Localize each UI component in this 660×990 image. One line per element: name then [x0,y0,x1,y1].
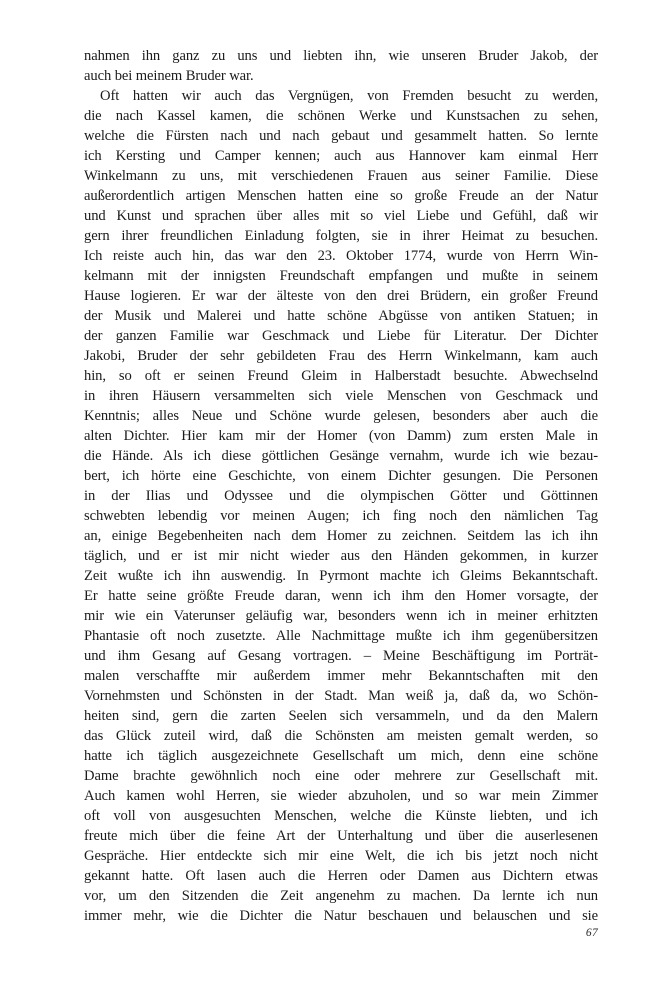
text-line: Oft hatten wir auch das Vergnügen, von Fremden besucht zu werden, [100,88,598,104]
text-line: Hause logieren. Er war der älteste von den drei Brüdern, ein großer Freund [84,288,598,304]
text-line: Ich reiste auch hin, das war den 23. Oktober 1774, wurde von Herrn Win- [84,248,598,264]
text-line: freute mich über die feine Art der Unterhaltung und über die auserlesenen [84,828,598,844]
text-line: gekannt hatte. Oft lasen auch die Herren oder Damen aus Dichtern etwas [84,868,598,884]
text-line: Auch kamen wohl Herren, sie wieder abzuholen, und so war mein Zimmer [84,788,598,804]
text-line: in ihren Häusern versammelten sich viele Menschen von Geschmack und [84,388,598,404]
text-line: welche die Fürsten nach und nach gebaut und gesammelt hatten. So lernte [84,128,598,144]
text-line: auch bei meinem Bruder war. [84,68,254,84]
text-line: außerordentlich artigen Menschen hatten eine so große Freude an der Natur [84,188,598,204]
text-line: die Hände. Als ich diese göttlichen Gesänge vernahm, wurde ich wie bezau- [84,448,598,464]
text-line: Kenntnis; alles Neue und Schöne wurde gelesen, besonders aber auch die [84,408,598,424]
text-line: gern ihrer freundlichen Einladung folgten, sie in ihrer Heimat zu besuchen. [84,228,598,244]
text-line: die nach Kassel kamen, die schönen Werke und Kunstsachen zu sehen, [84,108,598,124]
page-number: 67 [585,927,598,939]
text-line: alten Dichter. Hier kam mir der Homer (von Damm) zum ersten Male in [84,428,598,444]
text-line: das Glück zuteil wird, daß die Schönsten am meisten gemalt werden, so [84,728,598,744]
text-line: hin, so oft er seinen Freund Gleim in Halberstadt besuchte. Abwechselnd [84,368,598,384]
text-line: der ganzen Familie war Geschmack und Liebe für Literatur. Der Dichter [84,328,598,344]
text-line: mir wie ein Vaterunser geläufig war, besonders wenn ich in meiner erhitzten [84,608,598,624]
text-line: der Musik und Malerei und hatte schöne Abgüsse von antiken Statuen; in [84,308,598,324]
text-line: kelmann mit der innigsten Freundschaft empfangen und mußte in seinem [84,268,598,284]
text-line: Zeit wußte ich ihn auswendig. In Pyrmont machte ich Gleims Bekanntschaft. [84,568,598,584]
text-line: und Kunst und sprachen über alles mit so viel Liebe und Gefühl, daß wir [84,208,598,224]
text-line: an, einige Begebenheiten nach dem Homer zu zeichnen. Seitdem las ich ihn [84,528,598,544]
text-line: heiten sind, gern die zarten Seelen sich versammeln, und da den Malern [84,708,598,724]
text-line: täglich, und er ist mir nicht wieder aus den Händen gekommen, in kurzer [84,548,598,564]
text-line: ich Kersting und Camper kennen; auch aus Hannover kam einmal Herr [84,148,598,164]
text-line: in der Ilias und Odyssee und die olympischen Götter und Göttinnen [84,488,598,504]
text-line: oft voll von ausgesuchten Menschen, welche die Künste liebten, und ich [84,808,598,824]
text-line: hatte ich täglich ausgezeichnete Gesellschaft um mich, denn eine schöne [84,748,598,764]
text-line: Winkelmann zu uns, mit verschiedenen Frauen aus seiner Familie. Diese [84,168,598,184]
text-line: schwebten lebendig vor meinen Augen; ich fing noch den nämlichen Tag [84,508,598,524]
text-line: nahmen ihn ganz zu uns und liebten ihn, wie unseren Bruder Jakob, der [84,48,598,64]
text-line: Jakobi, Bruder der sehr gebildeten Frau des Herrn Winkelmann, kam auch [84,348,598,364]
text-line: Phantasie oft noch zusetzte. Alle Nachmittage mußte ich ihm gegenübersitzen [84,628,598,644]
text-line: immer mehr, wie die Dichter die Natur beschauen und belauschen und sie [84,908,598,924]
body-text [84,46,598,926]
text-line: malen verschaffte mir außerdem immer mehr Bekanntschaften mit den [84,668,598,684]
text-line: und ihm Gesang auf Gesang vortragen. – Meine Beschäftigung im Porträt- [84,648,598,664]
text-line: Dame brachte gewöhnlich noch eine oder mehrere zur Gesellschaft mit. [84,768,598,784]
text-line: Er hatte seine größte Freude daran, wenn ich ihm den Homer vorsagte, der [84,588,598,604]
text-line: Gespräche. Hier entdeckte sich mir eine Welt, die ich bis jetzt noch nicht [84,848,598,864]
text-line: bert, ich hörte eine Geschichte, von einem Dichter gesungen. Die Personen [84,468,598,484]
text-line: Vornehmsten und Schönsten in der Stadt. Man weiß ja, daß da, wo Schön- [84,688,598,704]
text-line: vor, um den Sitzenden die Zeit angenehm zu machen. Da lernte ich nun [84,888,598,904]
